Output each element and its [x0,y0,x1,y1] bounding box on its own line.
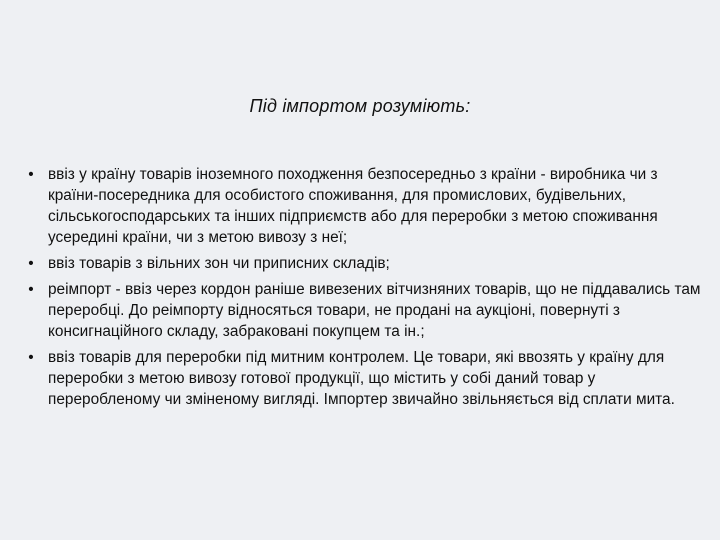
bullet-list [26,164,706,415]
slide-title: Під імпортом розуміють: [249,96,471,116]
bullet-text: ввіз товарів з вільних зон чи приписних складів; [48,255,390,272]
bullet-marker: • [28,349,34,366]
bullet-item [26,347,706,410]
bullet-marker: • [28,255,34,272]
bullet-text: ввіз у країну товарів іноземного походження безпосередньо з країни - виробника чи з країни-посередника для особистого споживання, для промислових, будівельних, сільськогосподарських та інших підприємств або для переробки з метою споживання усередині країни, чи з метою вивозу з неї; [48,166,658,246]
bullet-text: ввіз товарів для переробки під митним контролем. Це товари, які ввозять у країну для переробки з метою вивозу готової продукції, що містить у собі даний товар у переробленому чи зміненому вигляді. Імпортер звичайно звільняється від сплати мита. [48,349,675,408]
bullet-item [26,164,706,248]
bullet-text: реімпорт - ввіз через кордон раніше вивезених вітчизняних товарів, що не піддавались там переробці. До реімпорту відносяться товари, не продані на аукціоні, повернуті з консигнаційного складу, забраковані покупцем та ін.; [48,281,701,340]
bullet-marker: • [28,166,34,183]
bullet-item [26,279,706,342]
bullet-marker: • [28,281,34,298]
bullet-item [26,253,706,274]
